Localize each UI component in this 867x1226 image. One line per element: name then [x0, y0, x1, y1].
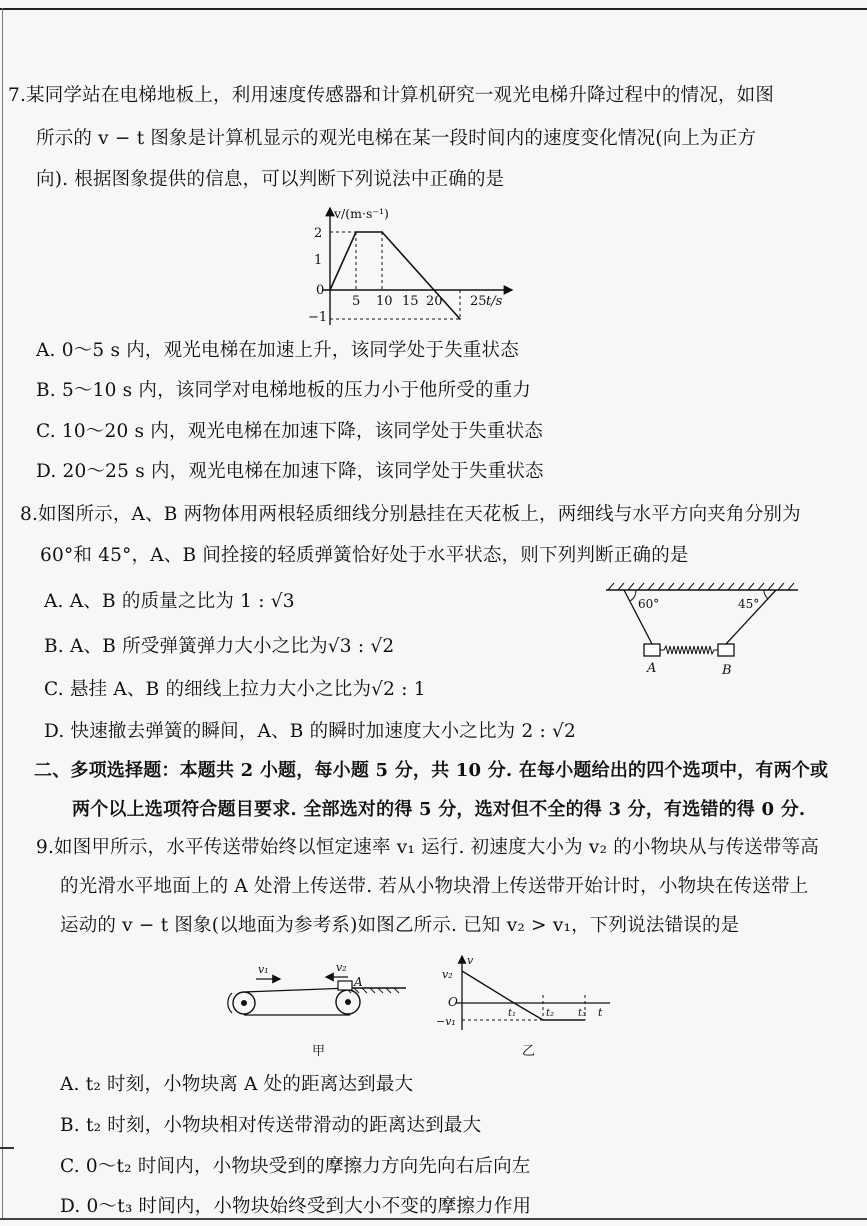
q9-stem-line-1: 9.如图甲所示，水平传送带始终以恒定速率 v₁ 运行. 初速度大小为 v₂ 的小物块从与传送带等高 [36, 837, 819, 858]
q8-stem-line-1: 8.如图所示，A、B 两物体用两根轻质细线分别悬挂在天花板上，两细线与水平方向夹角分别为 [20, 504, 801, 525]
ceiling-hatching [608, 583, 794, 590]
q9-t2-label: t₂ [546, 1008, 555, 1019]
q9-v2-label: v₂ [442, 968, 453, 981]
margin-mark [0, 1147, 14, 1149]
q9-t1-label: t₁ [508, 1008, 517, 1019]
q7-y-tick-label: 1 [314, 253, 323, 268]
q7-option-c: C. 10～20 s 内，观光电梯在加速下降，该同学处于失重状态 [36, 421, 543, 442]
section-2-heading-line-1: 二、多项选择题：本题共 2 小题，每小题 5 分，共 10 分. 在每小题给出的四个选项中，有两个或 [34, 760, 829, 781]
small-block [338, 981, 352, 990]
q8-hanging-blocks-figure [602, 580, 802, 680]
q8-option-c: C. 悬挂 A、B 的细线上拉力大小之比为√2 : 1 [44, 679, 426, 700]
q7-y-tick-label: 2 [314, 226, 323, 241]
q7-stem-line-3: 向). 根据图象提供的信息，可以判断下列说法中正确的是 [36, 169, 505, 190]
q8-option-b: B. A、B 所受弹簧弹力大小之比为√3 : √2 [44, 636, 395, 657]
q7-stem-line-1: 7.某同学站在电梯地板上，利用速度传感器和计算机研究一观光电梯升降过程中的情况，如图 [8, 85, 775, 106]
block-label-b: B [722, 663, 732, 678]
q9-origin-label: O [448, 995, 458, 1009]
angle-arc-a [630, 590, 636, 601]
q9-conveyor-figure [220, 955, 420, 1065]
section-2-heading-line-2: 两个以上选项符合题目要求. 全部选对的得 5 分，选对但不全的得 3 分，有选错的得 0 分. [72, 799, 806, 820]
right-pulley-axle [345, 999, 351, 1005]
q9-v-axis-label: v [467, 954, 474, 967]
page-left-border [2, 8, 3, 1218]
q9-stem-line-3: 运动的 v − t 图象(以地面为参考系)如图乙所示. 已知 v₂ > v₁，下列说法错误的是 [60, 915, 740, 936]
rotation-arrow [228, 993, 232, 1013]
block-label-a: A [354, 975, 363, 989]
angle-label-a: 60° [638, 597, 660, 611]
v2-label: v₂ [336, 961, 347, 974]
q9-t3-label: t₃ [578, 1008, 587, 1019]
q7-y-tick-label: 0 [316, 283, 325, 298]
q7-stem-line-2: 所示的 v − t 图象是计算机显示的观光电梯在某一段时间内的速度变化情况(向上为正方 [36, 128, 757, 149]
q7-x-axis-label: t/s [486, 294, 503, 309]
spring [660, 646, 718, 654]
caption-yi: 乙 [522, 1044, 536, 1059]
v1-label: v₁ [258, 963, 269, 976]
q9-option-a: A. t₂ 时刻，小物块离 A 处的距离达到最大 [60, 1074, 414, 1095]
block-label-a: A [647, 661, 657, 676]
block-b [718, 644, 734, 656]
q8-option-d: D. 快速撤去弹簧的瞬间，A、B 的瞬时加速度大小之比为 2 : √2 [44, 721, 576, 742]
q9-option-c: C. 0～t₂ 时间内，小物块受到的摩擦力方向先向右后向左 [60, 1156, 531, 1177]
q7-option-d: D. 20～25 s 内，观光电梯在加速下降，该同学处于失重状态 [36, 461, 544, 482]
q7-option-b: B. 5～10 s 内，该同学对电梯地板的压力小于他所受的重力 [36, 380, 532, 401]
q8-stem-line-2: 60°和 45°，A、B 间拴接的轻质弹簧恰好处于水平状态，则下列判断正确的是 [40, 545, 689, 566]
q9-neg-v1-label: −v₁ [436, 1015, 456, 1028]
q7-x-tick-label: 10 [376, 294, 393, 309]
q9-option-b: B. t₂ 时刻，小物块相对传送带滑动的距离达到最大 [60, 1115, 482, 1136]
belt-top [244, 988, 350, 992]
q9-v-line-down-2 [514, 1003, 543, 1020]
q7-x-tick-label: 25 [470, 294, 487, 309]
q7-y-axis-label: v/(m·s⁻¹) [334, 206, 389, 221]
page-top-border [0, 8, 867, 10]
q7-option-a: A. 0～5 s 内，观光电梯在加速上升，该同学处于失重状态 [36, 340, 519, 361]
q7-x-tick-label: 15 [402, 294, 419, 309]
left-pulley-axle [241, 1000, 247, 1006]
q9-t-axis-label: t [598, 1006, 603, 1019]
angle-label-b: 45° [738, 597, 760, 611]
angle-arc-b [764, 590, 768, 599]
q9-option-d: D. 0～t₃ 时间内，小物块始终受到大小不变的摩擦力作用 [60, 1196, 532, 1217]
q8-option-a: A. A、B 的质量之比为 1 : √3 [44, 591, 295, 612]
caption-jia: 甲 [312, 1044, 326, 1059]
q7-vt-graph [300, 200, 520, 332]
block-a [644, 644, 660, 656]
q9-v-line-down [462, 971, 514, 1003]
q9-vt-graph [430, 950, 620, 1065]
q9-stem-line-2: 的光滑水平地面上的 A 处滑上传送带. 若从小物块滑上传送带开始计时，小物块在传送带上 [60, 876, 809, 897]
q7-x-tick-label: 5 [352, 294, 361, 309]
q7-x-tick-label: 20 [426, 294, 443, 309]
q7-y-tick-label: −1 [308, 310, 328, 325]
